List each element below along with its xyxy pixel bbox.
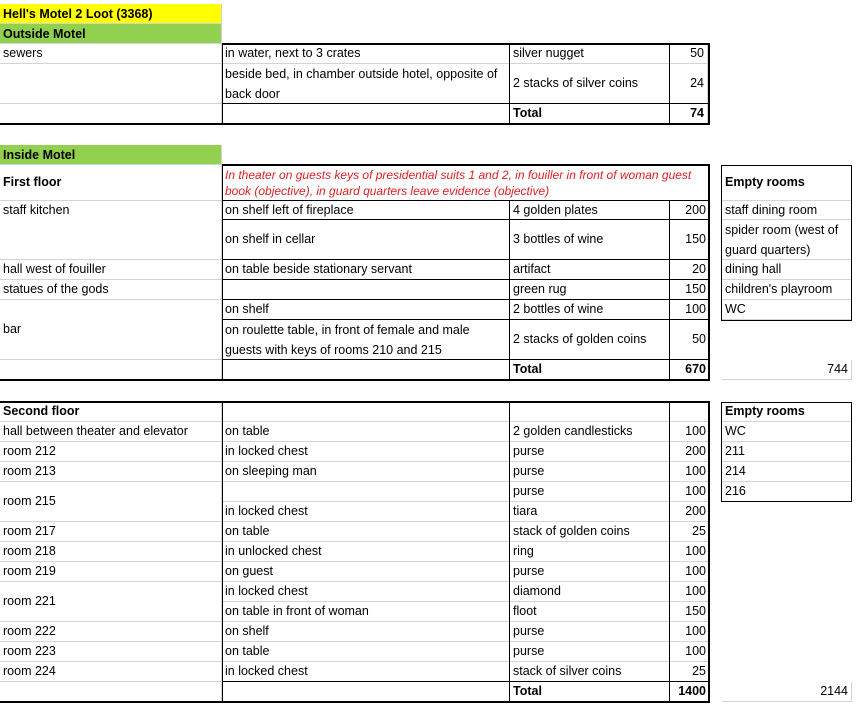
sf-location-4[interactable]: in locked chest [222, 502, 510, 522]
ff-location-2[interactable]: on table beside stationary servant [222, 260, 510, 280]
border [222, 43, 223, 125]
border [721, 501, 852, 502]
ff-empty-room-1[interactable]: spider room (west of guard quarters) [722, 220, 852, 260]
border [721, 165, 722, 321]
border [222, 681, 710, 682]
outside-total-label[interactable]: Total [510, 104, 670, 124]
sf-value-0[interactable]: 100 [670, 422, 710, 442]
ff-total-label[interactable]: Total [510, 360, 670, 380]
outside-heading[interactable]: Outside Motel [0, 24, 222, 44]
outside-total-empty-a[interactable] [0, 104, 222, 124]
border [222, 299, 710, 300]
sf-item-10[interactable]: purse [510, 622, 670, 642]
sf-item-5[interactable]: stack of golden coins [510, 522, 670, 542]
ff-total-value[interactable]: 670 [670, 360, 710, 380]
sf-running-total[interactable]: 2144 [722, 682, 852, 702]
border [669, 401, 670, 703]
sf-value-10[interactable]: 100 [670, 622, 710, 642]
bar-label[interactable]: bar [0, 300, 222, 360]
ff-empty-room-2[interactable]: dining hall [722, 260, 852, 280]
border [509, 200, 510, 380]
ff-value-2[interactable]: 20 [670, 260, 710, 280]
border [721, 320, 852, 321]
ff-location-4[interactable]: on shelf [222, 300, 510, 320]
sf-head-empty-b[interactable] [510, 402, 670, 422]
sf-item-9[interactable]: floot [510, 602, 670, 622]
ff-item-2[interactable]: artifact [510, 260, 670, 280]
sf-item-8[interactable]: diamond [510, 582, 670, 602]
ff-location-5[interactable]: on roulette table, in front of female and male guests with keys of rooms 210 and 215 [222, 320, 510, 360]
sf-total-value[interactable]: 1400 [670, 682, 710, 702]
ff-total-empty-a[interactable] [0, 360, 222, 380]
outside-value-1[interactable]: 24 [670, 64, 708, 104]
sf-item-2[interactable]: purse [510, 462, 670, 482]
outside-value-0[interactable]: 50 [670, 44, 708, 64]
sf-total-empty-b[interactable] [222, 682, 510, 702]
sf-location-11[interactable]: on table [222, 642, 510, 662]
border [708, 43, 710, 125]
sf-location-10[interactable]: on shelf [222, 622, 510, 642]
border [222, 259, 710, 260]
ff-location-0[interactable]: on shelf left of fireplace [222, 201, 510, 220]
sf-value-8[interactable]: 100 [670, 582, 710, 602]
sf-value-11[interactable]: 100 [670, 642, 710, 662]
border [222, 43, 710, 45]
outside-location-0[interactable]: in water, next to 3 crates [222, 44, 510, 64]
sf-value-4[interactable]: 200 [670, 502, 710, 522]
sf-place-11[interactable]: room 223 [0, 642, 222, 662]
sf-head-empty-a[interactable] [222, 402, 510, 422]
sf-place-1[interactable]: room 212 [0, 442, 222, 462]
sf-value-3[interactable]: 100 [670, 482, 710, 502]
sf-value-1[interactable]: 200 [670, 442, 710, 462]
sf-empty-room-1[interactable]: 211 [722, 442, 852, 462]
sf-item-3[interactable]: purse [510, 482, 670, 502]
sf-location-6[interactable]: in unlocked chest [222, 542, 510, 562]
sf-place-5[interactable]: room 217 [0, 522, 222, 542]
sf-location-8[interactable]: in locked chest [222, 582, 510, 602]
ff-value-0[interactable]: 200 [670, 201, 710, 220]
border [222, 219, 710, 220]
border [721, 402, 722, 502]
outside-location-1[interactable]: beside bed, in chamber outside hotel, opposite of back door [222, 64, 510, 104]
border [708, 164, 710, 380]
ff-location-1[interactable]: on shelf in cellar [222, 220, 510, 260]
outside-total-value[interactable]: 74 [670, 104, 708, 124]
ff-item-0[interactable]: 4 golden plates [510, 201, 670, 220]
border [222, 200, 710, 201]
sf-item-0[interactable]: 2 golden candlesticks [510, 422, 670, 442]
room-215-label[interactable]: room 215 [0, 482, 222, 522]
first-floor-note[interactable]: In theater on guests keys of presidential suits 1 and 2, in fouiller in front of woman guest book (objective), in guard quarters leave evidence (objective) [222, 165, 710, 201]
border [0, 701, 710, 703]
border [0, 379, 710, 381]
sf-value-5[interactable]: 25 [670, 522, 710, 542]
border [669, 200, 670, 380]
title-cell[interactable]: Hell's Motel 2 Loot (3368) [0, 4, 222, 24]
border [222, 103, 710, 104]
sf-empty-room-2[interactable]: 214 [722, 462, 852, 482]
sf-value-2[interactable]: 100 [670, 462, 710, 482]
sf-place-7[interactable]: room 219 [0, 562, 222, 582]
room-221-label[interactable]: room 221 [0, 582, 222, 622]
sf-total-empty-a[interactable] [0, 682, 222, 702]
border [222, 164, 223, 380]
border [721, 165, 852, 166]
ff-item-3[interactable]: green rug [510, 280, 670, 300]
sf-location-7[interactable]: on guest [222, 562, 510, 582]
ff-running-total[interactable]: 744 [722, 360, 852, 380]
sf-location-0[interactable]: on table [222, 422, 510, 442]
ff-item-4[interactable]: 2 bottles of wine [510, 300, 670, 320]
sf-item-1[interactable]: purse [510, 442, 670, 462]
first-floor-heading[interactable]: First floor [0, 165, 222, 201]
outside-place-0[interactable]: sewers [0, 44, 222, 64]
outside-place-1[interactable] [0, 64, 222, 104]
border [222, 359, 710, 360]
sf-place-0[interactable]: hall between theater and elevator [0, 422, 222, 442]
border [509, 43, 510, 125]
ff-item-1[interactable]: 3 bottles of wine [510, 220, 670, 260]
sf-value-6[interactable]: 100 [670, 542, 710, 562]
border [222, 401, 223, 703]
outside-item-0[interactable]: silver nugget [510, 44, 670, 64]
sf-item-12[interactable]: stack of silver coins [510, 662, 670, 682]
sf-value-9[interactable]: 150 [670, 602, 710, 622]
ff-empty-rooms-heading[interactable]: Empty rooms [722, 165, 852, 201]
ff-place-2[interactable]: hall west of fouiller [0, 260, 222, 280]
border [851, 402, 852, 502]
sf-value-12[interactable]: 25 [670, 662, 710, 682]
sf-place-10[interactable]: room 222 [0, 622, 222, 642]
ff-empty-room-0[interactable]: staff dining room [722, 201, 852, 220]
ff-value-1[interactable]: 150 [670, 220, 710, 260]
border [721, 402, 852, 403]
sf-location-9[interactable]: on table in front of woman [222, 602, 510, 622]
border [222, 279, 710, 280]
inside-heading[interactable]: Inside Motel [0, 145, 222, 165]
sf-value-7[interactable]: 100 [670, 562, 710, 582]
sf-location-3[interactable] [222, 482, 510, 502]
ff-value-4[interactable]: 100 [670, 300, 710, 320]
sf-item-11[interactable]: purse [510, 642, 670, 662]
ff-location-3[interactable] [222, 280, 510, 300]
outside-total-empty-b[interactable] [222, 104, 510, 124]
sf-empty-rooms-heading[interactable]: Empty rooms [722, 402, 852, 422]
border [708, 401, 710, 703]
border [0, 123, 710, 125]
sf-place-6[interactable]: room 218 [0, 542, 222, 562]
border [222, 319, 710, 320]
sf-location-1[interactable]: in locked chest [222, 442, 510, 462]
sf-item-6[interactable]: ring [510, 542, 670, 562]
staff-kitchen-label[interactable]: staff kitchen [0, 201, 222, 260]
border [0, 401, 710, 403]
second-floor-heading[interactable]: Second floor [0, 402, 222, 422]
ff-value-3[interactable]: 150 [670, 280, 710, 300]
ff-item-5[interactable]: 2 stacks of golden coins [510, 320, 670, 360]
outside-item-1[interactable]: 2 stacks of silver coins [510, 64, 670, 104]
sf-item-7[interactable]: purse [510, 562, 670, 582]
ff-place-3[interactable]: statues of the gods [0, 280, 222, 300]
ff-empty-room-4[interactable]: WC [722, 300, 852, 320]
sf-place-12[interactable]: room 224 [0, 662, 222, 682]
sf-location-5[interactable]: on table [222, 522, 510, 542]
sf-empty-room-3[interactable]: 216 [722, 482, 852, 502]
ff-empty-room-3[interactable]: children's playroom [722, 280, 852, 300]
border [851, 165, 852, 321]
sf-head-empty-c[interactable] [670, 402, 710, 422]
sf-place-2[interactable]: room 213 [0, 462, 222, 482]
sf-item-4[interactable]: tiara [510, 502, 670, 522]
border [509, 401, 510, 703]
ff-value-5[interactable]: 50 [670, 320, 710, 360]
sf-total-label[interactable]: Total [510, 682, 670, 702]
ff-total-empty-b[interactable] [222, 360, 510, 380]
sf-location-12[interactable]: in locked chest [222, 662, 510, 682]
border [669, 43, 670, 125]
sf-location-2[interactable]: on sleeping man [222, 462, 510, 482]
border [222, 164, 710, 166]
sf-empty-room-0[interactable]: WC [722, 422, 852, 442]
